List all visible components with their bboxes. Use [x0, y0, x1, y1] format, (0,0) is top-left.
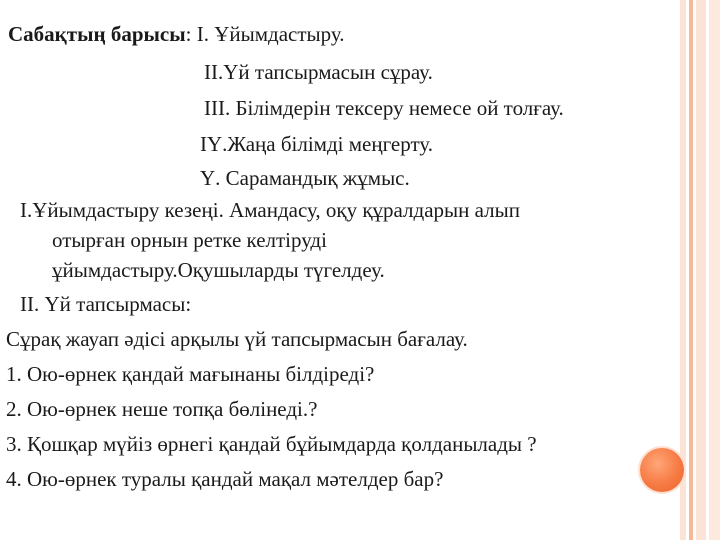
lesson-heading [8, 20, 345, 48]
question-1: 1. Ою-өрнек қандай мағынаны білдіреді? [6, 362, 375, 386]
stage1-line-2: отырған орнын ретке келтіруді [52, 228, 327, 252]
step-3: ІІІ. Білімдерін тексеру немесе ой толғау. [204, 96, 564, 120]
question-2: 2. Ою-өрнек неше топқа бөлінеді.? [6, 397, 318, 421]
decorative-stripes [680, 0, 720, 540]
question-3: 3. Қошқар мүйіз өрнегі қандай бұйымдарда қолданылады ? [6, 432, 537, 456]
stage1-line-1: І.Ұйымдастыру кезеңі. Амандасу, оқу құралдарын алып [20, 198, 520, 222]
question-4: 4. Ою-өрнек туралы қандай мақал мәтелдер бар? [6, 467, 444, 491]
stage2-title: ІІ. Үй тапсырмасы: [20, 292, 192, 316]
heading-step-1: : І. Ұйымдастыру. [185, 22, 345, 46]
stripe [696, 0, 706, 540]
step-4: ІҮ.Жаңа білімді меңгерту. [200, 132, 433, 156]
heading-label: Сабақтың барысы [8, 22, 186, 46]
stage1-line-3: ұйымдастыру.Оқушыларды түгелдеу. [52, 258, 385, 282]
step-5: Ү. Сарамандық жұмыс. [200, 166, 410, 190]
stripe [709, 0, 720, 540]
method-text: Сұрақ жауап әдісі арқылы үй тапсырмасын бағалау. [6, 327, 468, 351]
step-2: ІІ.Үй тапсырмасын сұрау. [204, 60, 433, 84]
